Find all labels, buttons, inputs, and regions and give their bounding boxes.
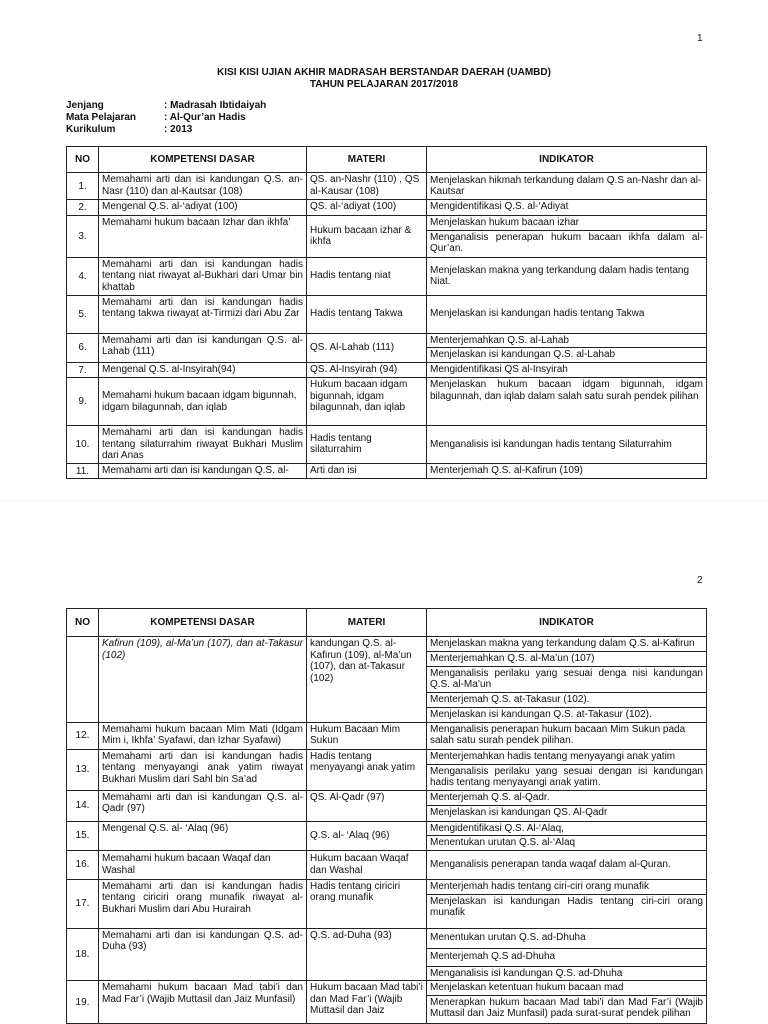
table-row: Menjelaskan isi kandungan Q.S. at-Takasur (102). xyxy=(67,707,707,722)
table-row: 13. Memahami arti dan isi kandungan hadis tentang menyayangi anak yatim riwayat Bukhari Muslim dari Sahl bin Sa’ad Hadis tentang menyayangi anak yatim Menterjemahkan hadis tentang menyayangi anak yatim xyxy=(67,749,707,764)
table-row: Menganalisis perilaku yang sesuai denga nisi kandungan Q.S. al-Ma’un xyxy=(67,666,707,692)
table-row: Menerapkan hukum bacaan Mad tabi’i dan Mad Far’i (Wajib Muttasil dan Jaiz Munfasil) pada surat-surat pendek pilihan xyxy=(67,995,707,1023)
table-header xyxy=(67,609,707,637)
table-row: 5. Memahami arti dan isi kandungan hadis tentang takwa riwayat at-Tirmizi dari Abu Zar Hadis tentang Takwa Menjelaskan isi kandungan hadis tentang Takwa xyxy=(67,295,707,333)
table-row: 6. Memahami arti dan isi kandungan Q.S. al-Lahab (111) QS. Al-Lahab (111) Menterjemahkan Q.S. al-Lahab xyxy=(67,333,707,348)
table-row: 15. Mengenal Q.S. al- ‘Alaq (96) Q.S. al- ‘Alaq (96) Mengidentifikasi Q.S. Al-‘Alaq, xyxy=(67,821,707,836)
header-indikator: INDIKATOR xyxy=(427,147,707,173)
table-row: 9. Memahami hukum bacaan idgam bigunnah, idgam bilagunnah, dan iqlab Hukum bacaan idgam bigunnah, idgam bilagunnah, dan iqlab Menjelaskan hukum bacaan idgam bigunnah, idgam bilagunnah, dan iqlab dalam salah satu surah pendek pilihan xyxy=(67,378,707,426)
meta-row-mapel: Mata Pelajaran : Al-Qur’an Hadis xyxy=(66,112,246,123)
table-row: 2. Mengenal Q.S. al-‘adiyat (100) QS. al-‘adiyat (100) Mengidentifikasi Q.S. al-‘Adiyat xyxy=(67,200,707,216)
meta-row-jenjang: Jenjang : Madrasah Ibtidaiyah xyxy=(66,100,267,111)
header-no: NO xyxy=(67,147,99,173)
header-kompetensi: KOMPETENSI DASAR xyxy=(99,147,307,173)
page-number: 1 xyxy=(697,33,703,44)
document-title: KISI KISI UJIAN AKHIR MADRASAH BERSTANDAR DAERAH (UAMBD) xyxy=(217,67,551,78)
table-row: 17. Memahami arti dan isi kandungan hadis tentang ciriciri orang munafik riwayat al-Bukhari Muslim dari Abu Hurairah Hadis tentang ciriciri orang munafik Menterjemah hadis tentang ciri-ciri orang munafik xyxy=(67,879,707,894)
table-row: Menjelaskan isi kandungan QS. Al-Qadr xyxy=(67,805,707,821)
table-header xyxy=(67,147,707,173)
table-row: 16. Memahami hukum bacaan Waqaf dan Washal Hukum bacaan Waqaf dan Washal Menganalisis penerapan tanda waqaf dalam al-Quran. xyxy=(67,850,707,879)
table-row: Menjelaskan isi kandungan Q.S. al-Lahab xyxy=(67,348,707,363)
meta-row-kurikulum: Kurikulum : 2013 xyxy=(66,124,193,135)
header-materi: MATERI xyxy=(307,609,427,637)
header-materi: MATERI xyxy=(307,147,427,173)
table-row: Kafirun (109), al-Ma’un (107), dan at-Takasur (102) kandungan Q.S. al-Kafirun (109), al-Ma’un (107), dan at-Takasur (102) Menjelaskan makna yang terkandung dalam Q.S. al-Kafirun xyxy=(67,637,707,652)
header-kompetensi: KOMPETENSI DASAR xyxy=(99,609,307,637)
table-row: Menganalisis perilaku yang sesuai dengan isi kandungan hadis tentang menyayangi anak yatim. xyxy=(67,764,707,790)
table-row: 10. Memahami arti dan isi kandungan hadis tentang silaturrahim riwayat Bukhari Muslim dari Anas Hadis tentang silaturrahim Menganalisis isi kandungan hadis tentang Silaturrahim xyxy=(67,426,707,464)
page-gap xyxy=(0,500,768,501)
table-row: 7. Mengenal Q.S. al-Insyirah(94) QS. Al-Insyirah (94) Mengidentifikasi QS al-Insyirah xyxy=(67,362,707,378)
table-row: 11. Memahami arti dan isi kandungan Q.S. al- Arti dan isi Menterjemah Q.S. al-Kafirun (109) xyxy=(67,463,707,479)
table-row: Menterjemahkan Q.S. al-Ma’un (107) xyxy=(67,652,707,667)
header-indikator: INDIKATOR xyxy=(427,609,707,637)
kisi-table-page1 xyxy=(66,146,707,479)
table-row: 1. Memahami arti dan isi kandungan Q.S. an-Nasr (110) dan al-Kautsar (108) QS. an-Nashr (110) , QS al-Kausar (108) Menjelaskan hikmah terkandung dalam Q.S an-Nashr dan al-Kautsar xyxy=(67,173,707,200)
document-subtitle: TAHUN PELAJARAN 2017/2018 xyxy=(309,79,459,90)
table-row: Menterjemah Q.S. at-Takasur (102). xyxy=(67,692,707,707)
table-row: 4. Memahami arti dan isi kandungan hadis tentang niat riwayat al-Bukhari dari Umar bin khattab Hadis tentang niat Menjelaskan makna yang terkandung dalam hadis tentang Niat. xyxy=(67,257,707,295)
table-row: 19. Memahami hukum bacaan Mad ṭabi’i dan Mad Far’i (Wajib Muttasil dan Jaiz Munfasil) Hukum bacaan Mad tabi’i dan Mad Far’i (Wajib Muttasil dan Jaiz Menjelaskan ketentuan hukum bacaan mad xyxy=(67,981,707,996)
table-row: 3. Memahami hukum bacaan Izhar dan ikhfa’ Hukum bacaan izhar & ikhfa Menjelaskan hukum bacaan izhar xyxy=(67,215,707,230)
table-row: 14. Memahami arti dan isi kandungan Q.S. al-Qadr (97) QS. Al-Qadr (97) Menterjemah Q.S. al-Qadr. xyxy=(67,790,707,805)
table-row: Menjelaskan isi kandungan Hadis tentang ciri-ciri orang munafik xyxy=(67,894,707,928)
table-row: Menganalisis penerapan hukum bacaan ikhfa dalam al-Qur’an. xyxy=(67,230,707,257)
table-row: Menentukan urutan Q.S. al-‘Alaq xyxy=(67,836,707,851)
table-row: Menterjemah Q.S ad-Dhuha xyxy=(67,948,707,966)
page-number: 2 xyxy=(697,575,703,586)
document-meta xyxy=(66,100,266,136)
table-row: 12. Memahami hukum bacaan Mim Mati (Idgam Mim i, Ikhfa’ Syafawi, dan Izhar Syafawi) Hukum Bacaan Mim Sukun Menganalisis penerapan hukum bacaan Mim Sukun pada salah satu surah pendek pilihan. xyxy=(67,722,707,749)
table-row: Menganalisis isi kandungan Q.S. ad-Dhuha xyxy=(67,966,707,981)
header-no: NO xyxy=(67,609,99,637)
kisi-table-page2 xyxy=(66,608,707,1024)
table-row: 18. Memahami arti dan isi kandungan Q.S. ad-Duha (93) Q.S. ad-Duha (93) Menentukan urutan Q.S. ad-Dhuha xyxy=(67,928,707,948)
